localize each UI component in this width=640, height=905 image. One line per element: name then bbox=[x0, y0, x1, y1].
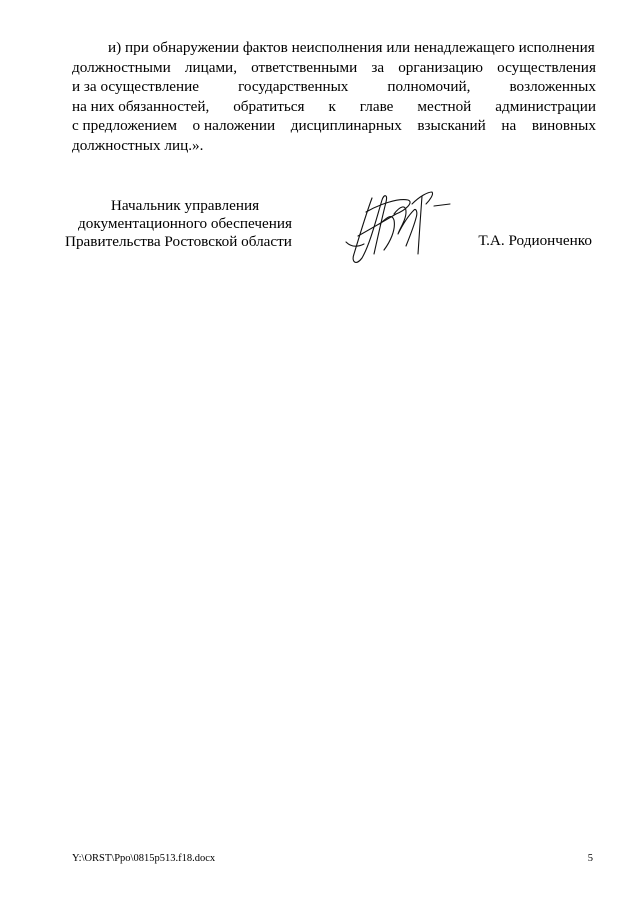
handwritten-signature bbox=[336, 184, 454, 270]
footer-file-path: Y:\ORST\Ppo\0815p513.f18.docx bbox=[72, 853, 216, 864]
signatory-position bbox=[65, 197, 305, 250]
paragraph-word: организацию bbox=[398, 58, 483, 76]
paragraph-word: к bbox=[328, 97, 336, 115]
page-number: 5 bbox=[587, 853, 593, 864]
paragraph-line-1: и) при обнаружении фактов неисполнения или ненадлежащего исполнения bbox=[108, 39, 595, 56]
paragraph-word: лицами, bbox=[184, 58, 237, 76]
paragraph-word: за bbox=[371, 58, 385, 76]
paragraph-word: местной bbox=[417, 97, 472, 115]
position-line-3: Правительства Ростовской области bbox=[65, 232, 292, 250]
paragraph-word: возложенных bbox=[509, 78, 596, 96]
position-line-1: Начальник управления bbox=[110, 197, 260, 214]
paragraph-line-5 bbox=[72, 116, 596, 136]
paragraph-word: виновных bbox=[531, 117, 596, 135]
paragraph-word: взысканий bbox=[417, 117, 486, 135]
paragraph-line-3 bbox=[72, 77, 596, 97]
paragraph-word: администрации bbox=[495, 97, 596, 115]
paragraph-word: на них обязанностей, bbox=[72, 97, 210, 115]
paragraph-word: полномочий, bbox=[387, 78, 471, 96]
paragraph-word: государственных bbox=[238, 78, 349, 96]
paragraph-word: с предложением bbox=[72, 117, 177, 135]
paragraph-word: о наложении bbox=[192, 117, 276, 135]
paragraph-line-2 bbox=[72, 58, 596, 78]
paragraph-word: обратиться bbox=[233, 97, 305, 115]
paragraph-word: на bbox=[501, 117, 517, 135]
paragraph-word: ответственными bbox=[251, 58, 358, 76]
paragraph-word: и за осуществление bbox=[72, 78, 200, 96]
paragraph-word: главе bbox=[359, 97, 394, 115]
paragraph-word: дисциплинарных bbox=[290, 117, 402, 135]
position-line-2: документационного обеспечения bbox=[78, 214, 292, 232]
paragraph-line-4 bbox=[72, 97, 596, 117]
paragraph-line-6: должностных лиц.». bbox=[72, 136, 204, 154]
signer-name: Т.А. Родионченко bbox=[478, 232, 592, 249]
paragraph-word: должностными bbox=[72, 58, 171, 76]
body-paragraph bbox=[72, 38, 596, 156]
paragraph-word: осуществления bbox=[497, 58, 596, 76]
